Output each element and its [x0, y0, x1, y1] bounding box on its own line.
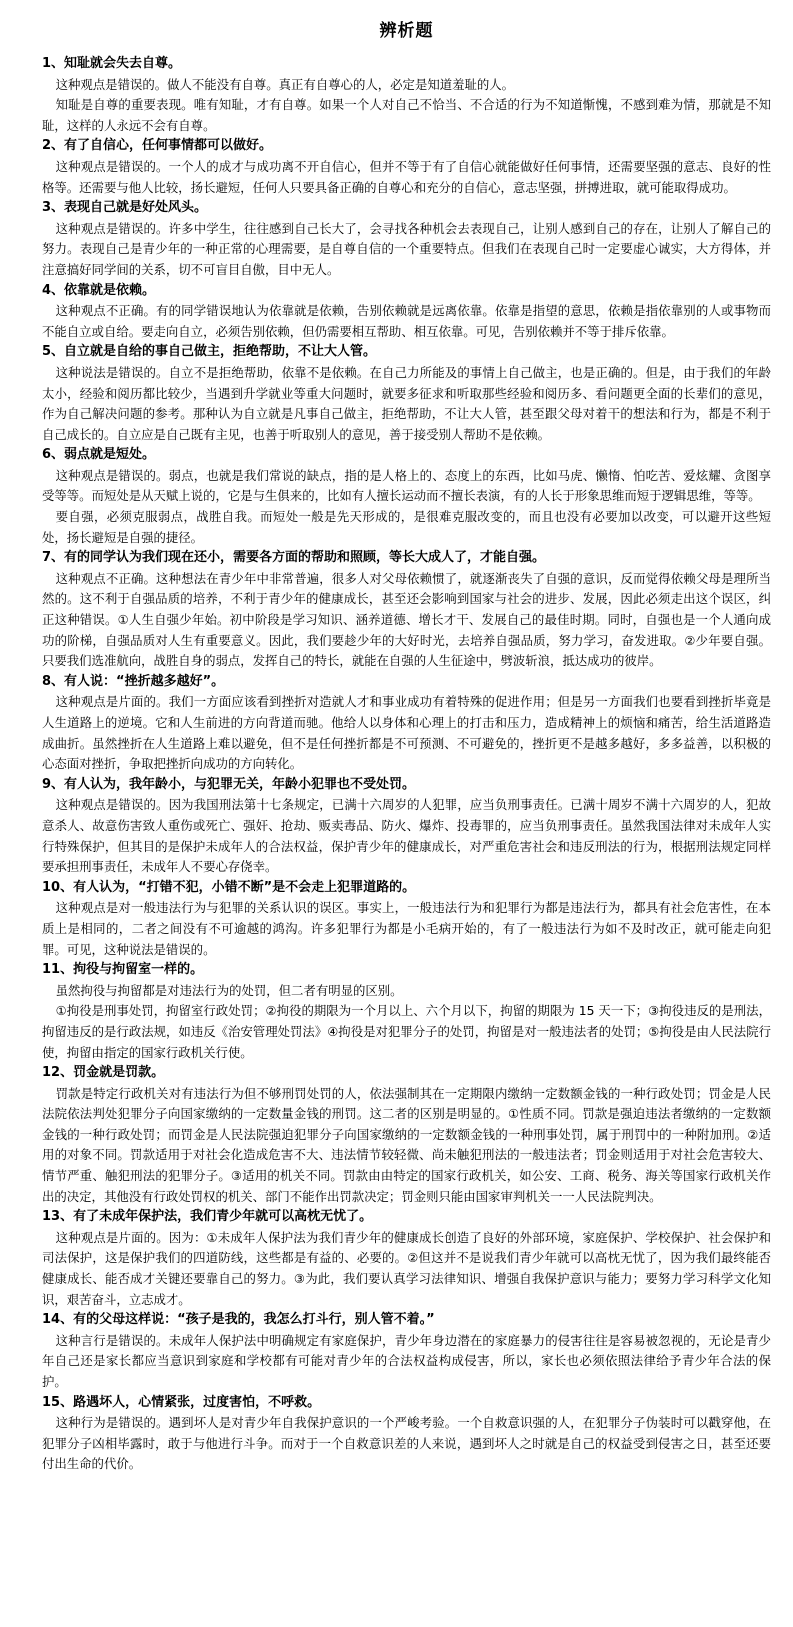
answer-paragraph: 这种言行是错误的。未成年人保护法中明确规定有家庭保护，青少年身边潜在的家庭暴力的侵害往往是容易被忽视的，无论是青少年自己还是家长都应当意识到家庭和学校都有可能对青少年的合法权益构成侵害，所以，家长也必须依照法律给予青少年合法的保护。: [42, 1332, 771, 1389]
question-heading: 15、路遇坏人，心情紧张，过度害怕，不呼救。: [42, 1394, 321, 1410]
question-heading: 8、有人说：“挫折越多越好”。: [42, 673, 225, 689]
question-heading: 10、有人认为，“打错不犯，小错不断”是不会走上犯罪道路的。: [42, 879, 416, 895]
answer-paragraph: 这种观点是片面的。我们一方面应该看到挫折对造就人才和事业成功有着特殊的促进作用；但是另一方面我们也要看到挫折毕竟是人生道路上的逆境。它和人生前进的方向背道而驰。他给人以身体和心理上的打击和压力，造成精神上的烦恼和痛苦，给生活道路造成曲折。虽然挫折在人生道路上难以避免，但不是任何挫折都是不可预测、不可避免的，挫折更不是越多越好，多多益善，以积极的心态面对挫折，争取把挫折向成功的方向转化。: [42, 694, 771, 772]
question-item: [42, 960, 771, 1063]
question-item: [42, 1063, 771, 1207]
answer-paragraph: 这种观点是对一般违法行为与犯罪的关系认识的误区。事实上，一般违法行为和犯罪行为都是违法行为，都具有社会危害性，在本质上是相同的，二者之间没有不可逾越的鸿沟。许多犯罪行为都是小毛病开始的，有了一般违法行为如不及时改正，就可能走向犯罪。可见，这种说法是错误的。: [42, 900, 771, 957]
question-item: [42, 775, 771, 878]
answer-paragraph: 这种观点是错误的。因为我国刑法第十七条规定，已满十六周岁的人犯罪，应当负刑事责任。已满十周岁不满十六周岁的人，犯故意杀人、故意伤害致人重伤或死亡、强奸、抢劫、贩卖毒品、防火、爆炸、投毒罪的，应当负刑事责任。虽然我国法律对未成年人实行特殊保护，但其目的是保护未成年人的合法权益，保护青少年的健康成长，对严重危害社会和违反刑法的行为，根据刑法规定同样要承担刑事责任，未成年人不要心存侥幸。: [42, 797, 771, 875]
answer-paragraph: 要自强，必须克服弱点，战胜自我。而短处一般是先天形成的，是很难克服改变的，而且也没有必要加以改变，可以避开这些短处，扬长避短是自强的捷径。: [42, 509, 771, 545]
question-heading: 6、弱点就是短处。: [42, 447, 156, 463]
question-list: [42, 54, 771, 1475]
question-heading: 5、自立就是自给的事自己做主，拒绝帮助，不让大人管。: [42, 344, 377, 360]
answer-paragraph: 虽然拘役与拘留都是对违法行为的处罚，但二者有明显的区别。: [55, 982, 403, 998]
question-item: [42, 1207, 771, 1310]
question-item: [42, 54, 771, 136]
answer-paragraph: 罚款是特定行政机关对有违法行为但不够刑罚处罚的人，依法强制其在一定期限内缴纳一定数额金钱的一种行政处罚；罚金是人民法院依法判处犯罪分子向国家缴纳的一定数量金钱的刑罚。这二者的区别是明显的。①性质不同。罚款是强迫违法者缴纳的一定数额金钱的一种行政处罚；而罚金是人民法院强迫犯罪分子向国家缴纳的一定数额金钱的一种刑事处罚，属于刑罚中的一种附加刑。②适用的对象不同。罚款适用于对社会化造成危害不大、违法情节较轻微、尚未触犯刑法的一般违法者；罚金则适用于对社会危害较大、情节严重、触犯刑法的犯罪分子。③适用的机关不同。罚款由由特定的国家行政机关，如公安、工商、税务、海关等国家行政机关作出的决定，其他没有行政处罚权的机关、部门不能作出罚款决定；罚金则只能由国家审判机关一一人民法院判决。: [42, 1085, 771, 1204]
question-item: [42, 548, 771, 672]
answer-paragraph: 这种说法是错误的。自立不是拒绝帮助，依靠不是依赖。在自己力所能及的事情上自己做主，也是正确的。但是，由于我们的年龄太小，经验和阅历都比较少，当遇到升学就业等重大问题时，就要多征求和听取那些经验和阅历多、看问题更全面的长辈们的意见，作为自己解决问题的参考。那种认为自立就是凡事自己做主，拒绝帮助，不让大人管，甚至跟父母对着干的想法和行为，都是不利于自己成长的。自立应是自己既有主见，也善于听取别人的意见，善于接受别人帮助不是依赖。: [42, 364, 771, 442]
answer-paragraph: 这种观点是错误的。做人不能没有自尊。真正有自尊心的人，必定是知道羞耻的人。: [55, 76, 515, 92]
question-heading: 4、依靠就是依赖。: [42, 282, 156, 298]
question-heading: 13、有了未成年保护法，我们青少年就可以高枕无忧了。: [42, 1209, 373, 1225]
answer-paragraph: 知耻是自尊的重要表现。唯有知耻，才有自尊。如果一个人对自己不恰当、不合适的行为不知道惭愧，不感到难为情，那就是不知耻，这样的人永远不会有自尊。: [42, 97, 771, 133]
question-item: [42, 878, 771, 960]
question-item: [42, 198, 771, 280]
answer-paragraph: 这种行为是错误的。遇到坏人是对青少年自我保护意识的一个严峻考验。一个自救意识强的人，在犯罪分子伪装时可以戳穿他，在犯罪分子凶相毕露时，敢于与他进行斗争。而对于一个自救意识差的人来说，遇到坏人之时就是自己的权益受到侵害之日，甚至还要付出生命的代价。: [42, 1415, 771, 1472]
question-item: [42, 342, 771, 445]
question-heading: 3、表现自己就是好处风头。: [42, 200, 208, 216]
question-item: [42, 1393, 771, 1475]
question-item: [42, 445, 771, 548]
question-heading: 11、拘役与拘留室一样的。: [42, 962, 204, 978]
question-heading: 7、有的同学认为我们现在还小，需要各方面的帮助和照顾，等长大成人了，才能自强。: [42, 550, 546, 566]
answer-paragraph: 这种观点不正确。这种想法在青少年中非常普遍，很多人对父母依赖惯了，就逐渐丧失了自强的意识，反而觉得依赖父母是理所当然的。这不利于自强品质的培养，不利于青少年的健康成长，甚至还会影响到国家与社会的进步、发展，因此必须走出这个误区，纠正这种错误。①人生自强少年始。初中阶段是学习知识、涵养道德、增长才干、发展自己的最佳时期。同时，自强也是一个人通向成功的阶梯，自强品质对人生有重要意义。因此，我们要趁少年的大好时光，去培养自强品质，努力学习，奋发进取。②少年要自强。只要我们选准航向，战胜自身的弱点，发挥自己的特长，就能在自强的人生征途中，劈波斩浪，抵达成功的彼岸。: [42, 570, 771, 669]
answer-paragraph: 这种观点是错误的。一个人的成才与成功离不开自信心，但并不等于有了自信心就能做好任何事情，还需要坚强的意志、良好的性格等。还需要与他人比较，扬长避短，任何人只要具备正确的自尊心和充分的自信心，意志坚强，拼搏进取，就可能取得成功。: [42, 158, 771, 195]
question-heading: 12、罚金就是罚款。: [42, 1065, 165, 1081]
answer-paragraph: 这种观点是错误的。弱点，也就是我们常说的缺点，指的是人格上的、态度上的东西，比如马虎、懒惰、怕吃苦、爱炫耀、贪图享受等等。而短处是从天赋上说的，它是与生俱来的，比如有人擅长运动而不擅长表演，有的人长于形象思维而短于逻辑思维，等等。: [42, 467, 771, 504]
question-item: [42, 672, 771, 775]
question-heading: 9、有人认为，我年龄小，与犯罪无关，年龄小犯罪也不受处罚。: [42, 776, 416, 792]
question-item: [42, 1310, 771, 1392]
answer-paragraph: ①拘役是刑事处罚，拘留室行政处罚；②拘役的期限为一个月以上、六个月以下，拘留的期限为 15 天一下；③拘役违反的是刑法，拘留违反的是行政法规，如违反《治安管理处罚法》④拘役是对犯罪分子的处罚，拘留是对一般违法者的处罚；⑤拘役是由人民法院行使，拘留由指定的国家行政机关行使。: [42, 1003, 771, 1060]
question-heading: 14、有的父母这样说：“孩子是我的，我怎么打斗行，别人管不着。”: [42, 1312, 435, 1328]
answer-paragraph: 这种观点不正确。有的同学错误地认为依靠就是依赖，告别依赖就是远离依靠。依靠是指望的意思，依赖是指依靠别的人或事物而不能自立或自给。要走向自立，必须告别依赖，但仍需要相互帮助、相互依靠。可见，告别依赖并不等于排斥依靠。: [42, 303, 771, 339]
question-heading: 1、知耻就会失去自尊。: [42, 56, 182, 71]
answer-paragraph: 这种观点是片面的。因为：①未成年人保护法为我们青少年的健康成长创造了良好的外部环境，家庭保护、学校保护、社会保护和司法保护，这是保护我们的四道防线，这些都是有益的、必要的。②但这并不是说我们青少年就可以高枕无忧了，因为我们最终能否健康成长、能否成才关键还要靠自己的努力。③为此，我们要认真学习法律知识、增强自我保护意识与能力；要努力学习科学文化知识，艰苦奋斗，立志成才。: [42, 1229, 771, 1307]
page-title: 辨析题: [379, 21, 434, 41]
question-item: [42, 136, 771, 198]
question-heading: 2、有了自信心，任何事情都可以做好。: [42, 138, 273, 154]
answer-paragraph: 这种观点是错误的。许多中学生，往往感到自己长大了，会寻找各种机会去表现自己，让别人感到自己的存在，让别人了解自己的努力。表现自己是青少年的一种正常的心理需要，是自尊自信的一个重要特点。但我们在表现自己时一定要虚心诚实，大方得体，并注意搞好同学间的关系，切不可盲目自傲，目中无人。: [42, 220, 771, 277]
question-item: [42, 281, 771, 343]
